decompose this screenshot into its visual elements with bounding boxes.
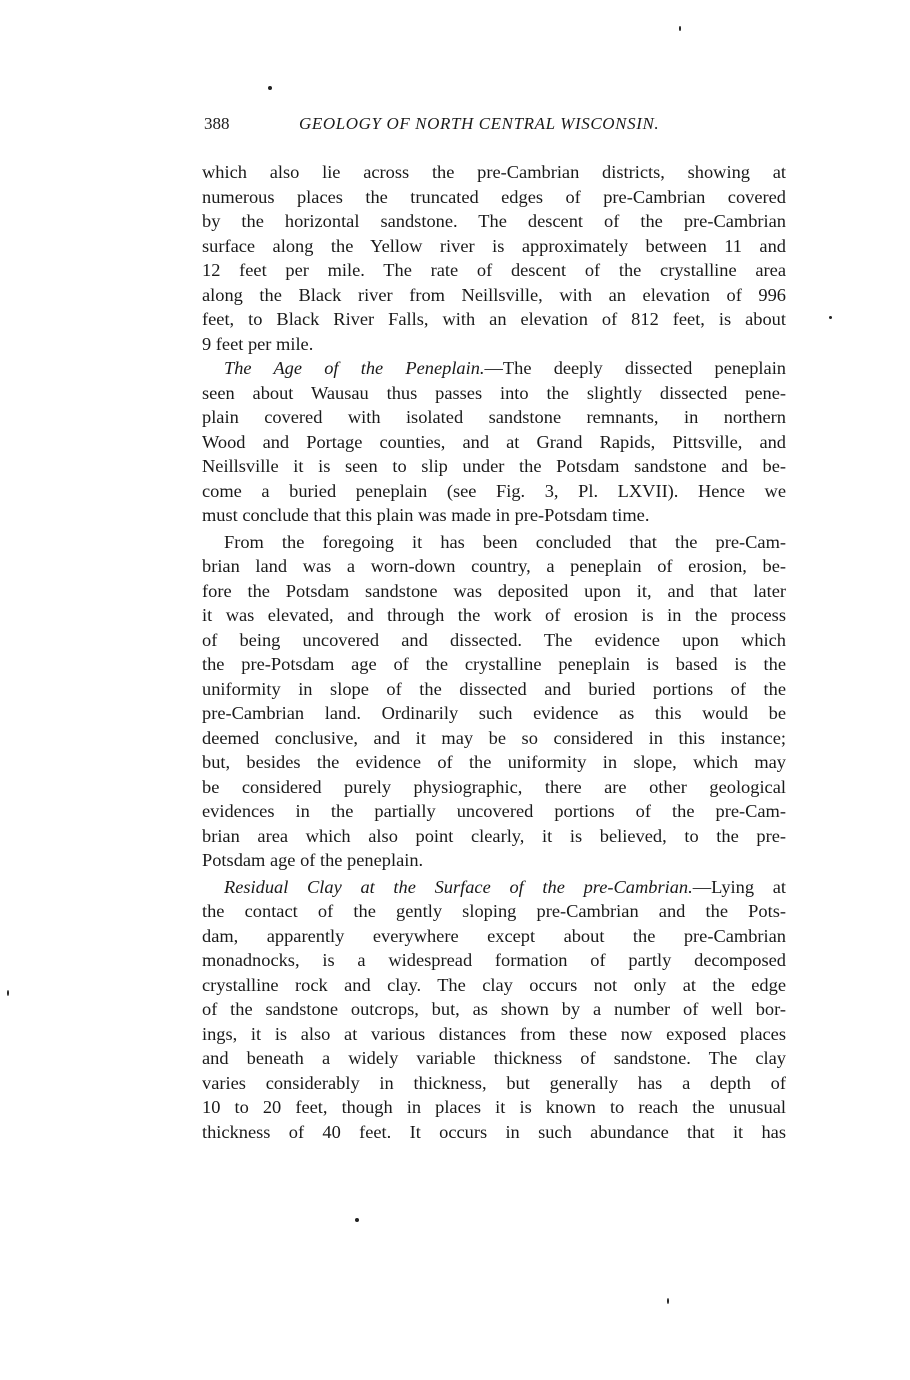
text-line: come a buried peneplain (see Fig. 3, Pl. LXVII). Hence we (202, 480, 786, 501)
text-line: crystalline rock and clay. The clay occurs not only at the edge (202, 974, 786, 995)
page-number: 388 (204, 114, 230, 133)
text-line: but, besides the evidence of the uniformity in slope, which may (202, 752, 786, 772)
text-run: —The deeply dissected peneplain (484, 358, 786, 378)
text-line: dam, apparently everywhere except about the pre-Cambrian (202, 925, 786, 946)
running-title: GEOLOGY OF NORTH CENTRAL WISCONSIN. (299, 114, 660, 133)
scan-speck (679, 26, 681, 31)
text-line: which also lie across the pre-Cambrian districts, showing at (202, 162, 786, 182)
text-line: thickness of 40 feet. It occurs in such abundance that it has (202, 1121, 786, 1142)
text-line: 12 feet per mile. The rate of descent of the crystalline area (202, 260, 786, 280)
text-line: pre-Cambrian land. Ordinarily such evidence as this would be (202, 703, 786, 723)
text-line: monadnocks, is a widespread formation of partly decomposed (202, 950, 786, 970)
text-line: brian area which also point clearly, it is believed, to the pre- (202, 825, 786, 846)
paragraph (202, 160, 786, 356)
text-line: be considered purely physiographic, there are other geological (202, 776, 786, 797)
paragraph (202, 530, 786, 873)
text-line: seen about Wausau thus passes into the slightly dissected pene- (202, 382, 786, 403)
text-line: ings, it is also at various distances from these now exposed places (202, 1023, 786, 1044)
text-run: —Lying at (692, 876, 786, 897)
text-line: uniformity in slope of the dissected and buried portions of the (202, 678, 786, 699)
text-line: along the Black river from Neillsville, with an elevation of 996 (202, 284, 786, 305)
section-heading: Residual Clay at the Surface of the pre-Cambrian. (224, 876, 693, 897)
paragraph (202, 875, 786, 1145)
text-line: Wood and Portage counties, and at Grand Rapids, Pittsville, and (202, 431, 786, 452)
body-text (202, 160, 786, 1144)
page-header (204, 114, 784, 138)
section-heading: The Age of the Peneplain. (224, 358, 485, 378)
scan-speck (7, 990, 9, 996)
text-line (202, 356, 786, 381)
text-line: 9 feet per mile. (202, 333, 314, 354)
text-line: of the sandstone outcrops, but, as shown by a number of well bor- (202, 999, 786, 1019)
text-line: brian land was a worn-down country, a peneplain of erosion, be- (202, 556, 786, 576)
text-line: Neillsville it is seen to slip under the Potsdam sandstone and be- (202, 456, 786, 476)
text-line: varies considerably in thickness, but generally has a depth of (202, 1072, 786, 1093)
text-line: must conclude that this plain was made in pre-Potsdam time. (202, 505, 650, 525)
text-line: Potsdam age of the peneplain. (202, 850, 424, 870)
text-line: surface along the Yellow river is approximately between 11 and (202, 235, 786, 256)
text-line: numerous places the truncated edges of pre-Cambrian covered (202, 186, 786, 207)
text-line: of being uncovered and dissected. The evidence upon which (202, 629, 786, 650)
text-line: fore the Potsdam sandstone was deposited upon it, and that later (202, 580, 786, 601)
text-line: the contact of the gently sloping pre-Cambrian and the Pots- (202, 901, 786, 921)
text-line: evidences in the partially uncovered portions of the pre-Cam- (202, 801, 786, 821)
text-line: and beneath a widely variable thickness of sandstone. The clay (202, 1048, 786, 1068)
scan-speck (829, 316, 832, 319)
scan-speck (667, 1298, 669, 1304)
text-line: plain covered with isolated sandstone remnants, in northern (202, 407, 786, 427)
text-line: it was elevated, and through the work of erosion is in the process (202, 605, 786, 625)
text-line: the pre-Potsdam age of the crystalline peneplain is based is the (202, 654, 786, 674)
text-line: feet, to Black River Falls, with an elevation of 812 feet, is about (202, 309, 786, 329)
scan-speck (355, 1218, 359, 1222)
paragraph (202, 356, 786, 528)
text-line: by the horizontal sandstone. The descent of the pre-Cambrian (202, 211, 786, 231)
text-line: From the foregoing it has been concluded that the pre-Cam- (224, 531, 786, 552)
text-line: deemed conclusive, and it may be so considered in this instance; (202, 727, 786, 748)
text-line (202, 875, 786, 900)
scan-speck (268, 86, 272, 90)
text-line: 10 to 20 feet, though in places it is known to reach the unusual (202, 1097, 786, 1117)
